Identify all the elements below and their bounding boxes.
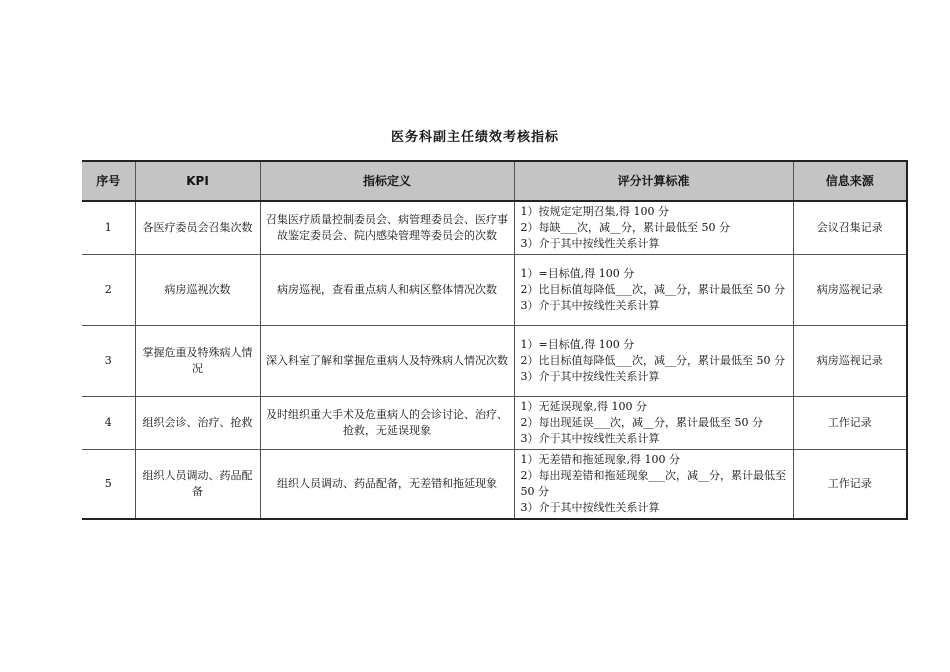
- row-source: 工作记录: [793, 396, 907, 449]
- row-calc: [514, 449, 793, 519]
- calc-line: 3）介于其中按线性关系计算: [520, 431, 660, 445]
- row-definition: 组织人员调动、药品配备，无差错和拖延现象: [260, 449, 514, 519]
- row-source: 病房巡视记录: [793, 254, 907, 325]
- row-source: 会议召集记录: [793, 201, 907, 254]
- calc-line: 1）=目标值,得 100 分: [520, 266, 635, 280]
- row-calc: [514, 254, 793, 325]
- table-row: [82, 396, 907, 449]
- calc-line: 3）介于其中按线性关系计算: [520, 298, 660, 312]
- row-no: 2: [82, 254, 135, 325]
- row-definition: 及时组织重大手术及危重病人的会诊讨论、治疗、抢救，无延误现象: [260, 396, 514, 449]
- row-kpi: 病房巡视次数: [135, 254, 260, 325]
- row-source: 工作记录: [793, 449, 907, 519]
- row-kpi: 组织会诊、治疗、抢救: [135, 396, 260, 449]
- header-calc: 评分计算标准: [514, 161, 793, 201]
- row-definition: 深入科室了解和掌握危重病人及特殊病人情况次数: [260, 325, 514, 396]
- calc-line: 2）每出现延误___次，减__分，累计最低至 50 分: [520, 415, 763, 429]
- row-source: 病房巡视记录: [793, 325, 907, 396]
- header-kpi: KPI: [135, 161, 260, 201]
- calc-line: 1）按规定定期召集,得 100 分: [520, 204, 669, 218]
- calc-line: 2）每出现差错和拖延现象___次，减__分，累计最低至 50 分: [520, 468, 786, 498]
- document-title: 医务科副主任绩效考核指标: [390, 130, 559, 145]
- calc-line: 3）介于其中按线性关系计算: [520, 500, 660, 514]
- row-kpi: 各医疗委员会召集次数: [135, 201, 260, 254]
- row-no: 3: [82, 325, 135, 396]
- header-row: [82, 161, 907, 201]
- row-kpi: 组织人员调动、药品配备: [135, 449, 260, 519]
- header-definition: 指标定义: [260, 161, 514, 201]
- kpi-table: [82, 160, 908, 520]
- row-kpi: 掌握危重及特殊病人情况: [135, 325, 260, 396]
- row-no: 4: [82, 396, 135, 449]
- calc-line: 2）比目标值每降低___次，减__分，累计最低至 50 分: [520, 282, 785, 296]
- header-source: 信息来源: [793, 161, 907, 201]
- calc-line: 3）介于其中按线性关系计算: [520, 369, 660, 383]
- row-definition: 病房巡视，查看重点病人和病区整体情况次数: [260, 254, 514, 325]
- row-calc: [514, 396, 793, 449]
- row-calc: [514, 201, 793, 254]
- row-no: 1: [82, 201, 135, 254]
- row-calc: [514, 325, 793, 396]
- table-row: [82, 325, 907, 396]
- calc-line: 1）无延误现象,得 100 分: [520, 399, 647, 413]
- calc-line: 2）比目标值每降低___次，减__分，累计最低至 50 分: [520, 353, 785, 367]
- row-definition: 召集医疗质量控制委员会、病管理委员会、医疗事故鉴定委员会、院内感染管理等委员会的次数: [260, 201, 514, 254]
- calc-line: 1）无差错和拖延现象,得 100 分: [520, 452, 680, 466]
- table-row: [82, 201, 907, 254]
- calc-line: 1）=目标值,得 100 分: [520, 337, 635, 351]
- row-no: 5: [82, 449, 135, 519]
- header-no: 序号: [82, 161, 135, 201]
- table-row: [82, 449, 907, 519]
- calc-line: 2）每缺___次，减__分，累计最低至 50 分: [520, 220, 730, 234]
- table-row: [82, 254, 907, 325]
- calc-line: 3）介于其中按线性关系计算: [520, 236, 660, 250]
